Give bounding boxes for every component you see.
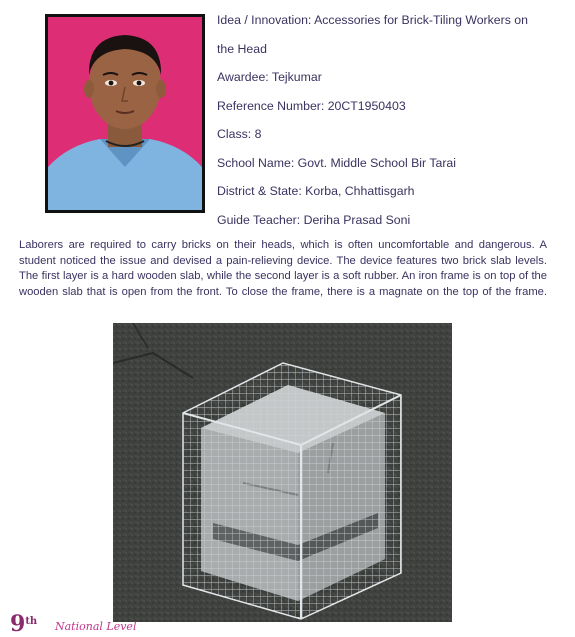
- level-label: National Level: [55, 620, 137, 633]
- awardee-portrait: [45, 14, 205, 213]
- device-photo: [113, 323, 452, 622]
- class: Class: 8: [217, 127, 262, 141]
- awardee-name: Awardee: Tejkumar: [217, 70, 322, 84]
- school-name: School Name: Govt. Middle School Bir Tarai: [217, 156, 456, 170]
- guide-teacher: Guide Teacher: Deriha Prasad Soni: [217, 213, 411, 227]
- innovation-description: Laborers are required to carry bricks on their heads, which is often uncomfortable and dangerous. A student noticed the issue and devised a pain-relieving device. The device features two brick slab levels. The first layer is a hard wooden slab, while the second layer is a soft rubber. An iron frame is on top of the wooden slab that is open from the front. To close the frame, there is a magnate on the top of the frame.: [19, 239, 547, 298]
- edition-number: 9th: [10, 611, 38, 637]
- reference-number: Reference Number: 20CT1950403: [217, 99, 406, 113]
- district-state: District & State: Korba, Chhattisgarh: [217, 184, 415, 198]
- idea-line-1: Idea / Innovation: Accessories for Brick-Tiling Workers on: [217, 13, 528, 27]
- idea-line-2: the Head: [217, 42, 267, 56]
